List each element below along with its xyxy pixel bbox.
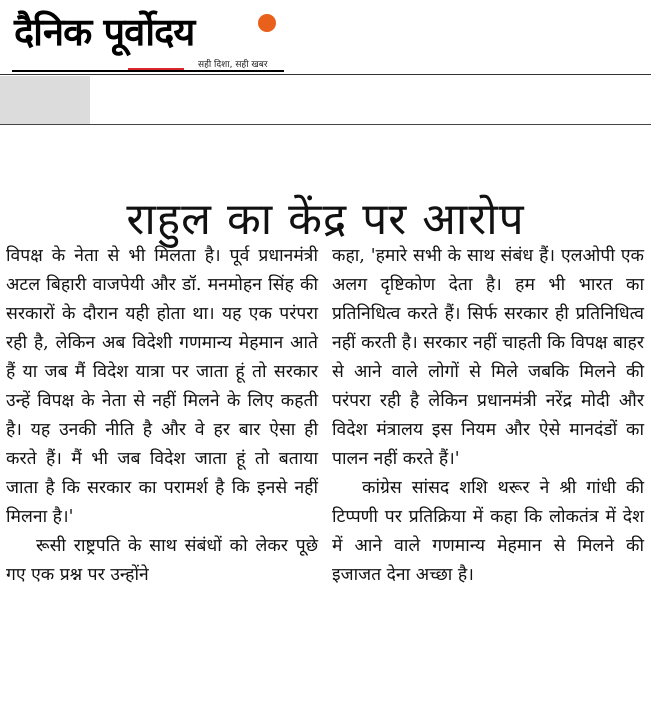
top-divider [0,74,651,75]
article-headline: राहुल का केंद्र पर आरोप [126,194,525,246]
logo-dot-icon [258,14,276,32]
masthead-underline [12,70,284,72]
gray-block [0,76,90,124]
masthead [0,0,651,90]
newspaper-tagline: सही दिशा, सही खबर [198,60,268,70]
newspaper-logo: दैनिक पूर्वोदय [14,10,195,54]
article-column-right [332,242,644,590]
paragraph: कहा, 'हमारे सभी के साथ संबंध हैं। एलओपी एक अलग दृष्टिकोण देता है। हम भी भारत का प्रतिनिधित्व करते हैं। सिर्फ सरकार ही प्रतिनिधित्व नहीं करती है। सरकार नहीं चाहती कि विपक्ष बाहर से आने वाले लोगों से मिले जबकि मिलने की परंपरा रही है लेकिन प्रधानमंत्री नरेंद्र मोदी और विदेश मंत्रालय इस नियम और ऐसे मानदंडों का पालन नहीं करते हैं।' [332,246,644,469]
paragraph: रूसी राष्ट्रपति के साथ संबंधों को लेकर पूछे गए एक प्रश्न पर उन्होंने [6,536,318,585]
paragraph: कांग्रेस सांसद शशि थरूर ने श्री गांधी की टिप्पणी पर प्रतिक्रिया में कहा कि लोकतंत्र में देश में आने वाले गणमान्य मेहमान से मिलने की इजाजत देना अच्छा है। [332,478,644,585]
article-column-left [6,242,318,590]
section-divider [0,124,651,125]
paragraph: विपक्ष के नेता से भी मिलता है। पूर्व प्रधानमंत्री अटल बिहारी वाजपेयी और डॉ. मनमोहन सिंह की सरकारों के दौरान यही होता था। यह एक परंपरा रही है, लेकिन अब विदेशी गणमान्य मेहमान आते हैं या जब मैं विदेश यात्रा पर जाता हूं तो सरकार उन्हें विपक्ष के नेता से नहीं मिलने के लिए कहती है। यह उनकी नीति है और वे हर बार ऐसा ही करते हैं। मैं भी जब विदेश जाता हूं तो बताया जाता है कि सरकार का परामर्श है कि इनसे नहीं मिलना है।' [6,246,318,527]
